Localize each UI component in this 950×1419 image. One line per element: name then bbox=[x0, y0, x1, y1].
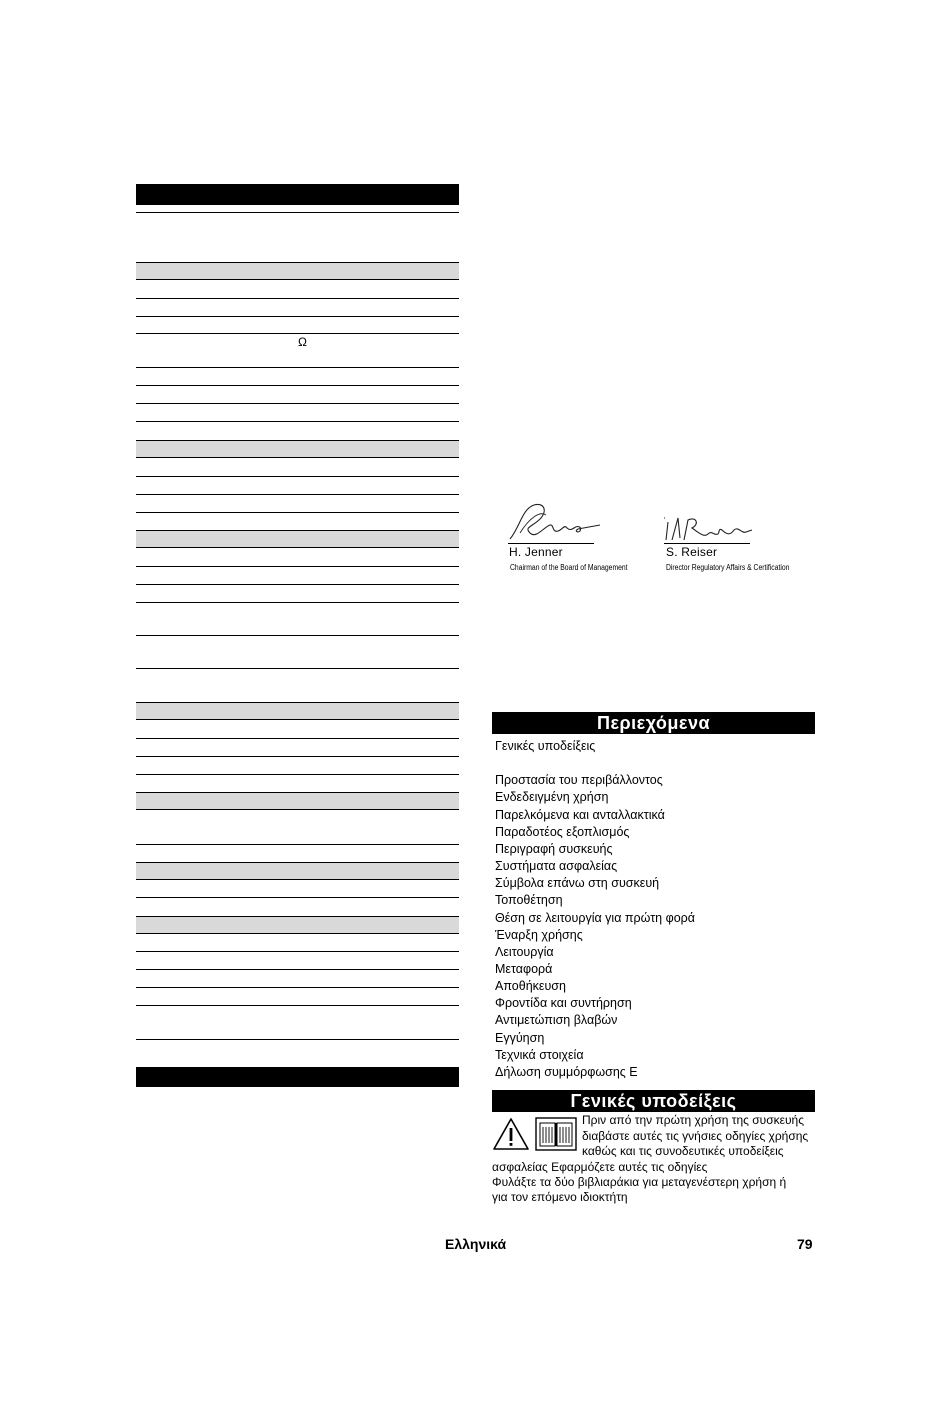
signer-name: H. Jenner bbox=[509, 545, 563, 559]
table-rule bbox=[136, 512, 459, 513]
table-rule bbox=[136, 333, 459, 334]
table-rule bbox=[136, 897, 459, 898]
table-rule bbox=[136, 494, 459, 495]
toc-item[interactable]: Μεταφορά bbox=[495, 962, 553, 977]
table-rule bbox=[136, 316, 459, 317]
table-section-band bbox=[136, 862, 459, 880]
general-note-line: ασφαλείας Εφαρμόζετε αυτές τις οδηγίες bbox=[492, 1160, 708, 1174]
table-rule bbox=[136, 1039, 459, 1040]
table-rule bbox=[136, 476, 459, 477]
table-rule bbox=[136, 668, 459, 669]
signature-line bbox=[508, 543, 594, 544]
signature-line bbox=[664, 543, 750, 544]
table-section-band bbox=[136, 792, 459, 810]
table-rule bbox=[136, 774, 459, 775]
toc-item[interactable]: Δήλωση συμμόρφωσης Ε bbox=[495, 1064, 638, 1079]
table-rule bbox=[136, 298, 459, 299]
manual-book-icon bbox=[535, 1117, 577, 1151]
table-footer-bar bbox=[136, 1067, 459, 1087]
toc-spacer bbox=[495, 755, 815, 772]
toc-item[interactable]: Αντιμετώπιση βλαβών bbox=[495, 1013, 618, 1028]
toc-item[interactable]: Σύμβολα επάνω στη συσκευή bbox=[495, 876, 660, 891]
table-rule bbox=[136, 584, 459, 585]
toc-item[interactable]: Παρελκόμενα και ανταλλακτικά bbox=[495, 807, 665, 822]
page-number: 79 bbox=[797, 1236, 813, 1252]
toc-item[interactable]: Περιγραφή συσκευής bbox=[495, 841, 613, 856]
table-section-band bbox=[136, 440, 459, 458]
table-rule bbox=[136, 385, 459, 386]
table-rule bbox=[136, 602, 459, 603]
toc-item[interactable]: Συστήματα ασφαλείας bbox=[495, 859, 618, 874]
table-rule bbox=[136, 367, 459, 368]
table-rule bbox=[136, 987, 459, 988]
toc-item[interactable]: Παραδοτέος εξοπλισμός bbox=[495, 824, 630, 839]
toc-item[interactable]: Προστασία του περιβάλλοντος bbox=[495, 773, 663, 788]
general-note-line: Φυλάξτε τα δύο βιβλιαράκια για μεταγενέστερη χρήση ή bbox=[492, 1175, 787, 1189]
table-rule bbox=[136, 844, 459, 845]
table-rule bbox=[136, 969, 459, 970]
table-of-contents bbox=[495, 738, 815, 1081]
general-note-line: Πριν από την πρώτη χρήση της συσκευής bbox=[582, 1113, 805, 1127]
table-rule bbox=[136, 756, 459, 757]
table-rule bbox=[136, 1005, 459, 1006]
table-header-bar bbox=[136, 184, 459, 205]
toc-item[interactable]: Ενδεδειγμένη χρήση bbox=[495, 790, 609, 805]
toc-item[interactable]: Έναρξη χρήσης bbox=[495, 927, 583, 942]
footer-language: Ελληνικά bbox=[445, 1236, 507, 1252]
general-notes-heading: Γενικές υποδείξεις bbox=[492, 1090, 815, 1112]
table-section-band bbox=[136, 530, 459, 548]
general-note-line: διαβάστε αυτές τις γνήσιες οδηγίες χρήσης bbox=[582, 1129, 809, 1143]
general-note-line: καθώς και τις συνοδευτικές υποδείξεις bbox=[582, 1144, 784, 1158]
table-rule bbox=[136, 738, 459, 739]
toc-item[interactable]: Θέση σε λειτουργία για πρώτη φορά bbox=[495, 910, 695, 925]
signer-name: S. Reiser bbox=[666, 545, 718, 559]
table-rule bbox=[136, 421, 459, 422]
ohm-symbol: Ω bbox=[298, 335, 307, 349]
signature-image-jenner bbox=[500, 497, 605, 547]
table-rule bbox=[136, 403, 459, 404]
toc-item[interactable]: Αποθήκευση bbox=[495, 979, 566, 994]
table-section-band bbox=[136, 916, 459, 934]
toc-item[interactable]: Τεχνικά στοιχεία bbox=[495, 1047, 584, 1062]
toc-item[interactable]: Εγγύηση bbox=[495, 1030, 545, 1045]
toc-item[interactable]: Λειτουργία bbox=[495, 944, 554, 959]
table-rule bbox=[136, 951, 459, 952]
table-section-band bbox=[136, 702, 459, 720]
toc-item[interactable]: Γενικές υποδείξεις bbox=[495, 739, 596, 753]
general-note-line: για τον επόμενο ιδιοκτήτη bbox=[492, 1190, 628, 1204]
table-section-band bbox=[136, 262, 459, 280]
table-rule bbox=[136, 635, 459, 636]
table-rule bbox=[136, 212, 459, 213]
warning-triangle-icon bbox=[492, 1117, 530, 1151]
toc-item[interactable]: Τοποθέτηση bbox=[495, 893, 563, 908]
contents-heading: Περιεχόμενα bbox=[492, 712, 815, 734]
signer-title: Director Regulatory Affairs & Certification bbox=[666, 563, 790, 572]
signer-title: Chairman of the Board of Management bbox=[510, 563, 628, 572]
table-rule bbox=[136, 566, 459, 567]
toc-item[interactable]: Φροντίδα και συντήρηση bbox=[495, 996, 632, 1011]
